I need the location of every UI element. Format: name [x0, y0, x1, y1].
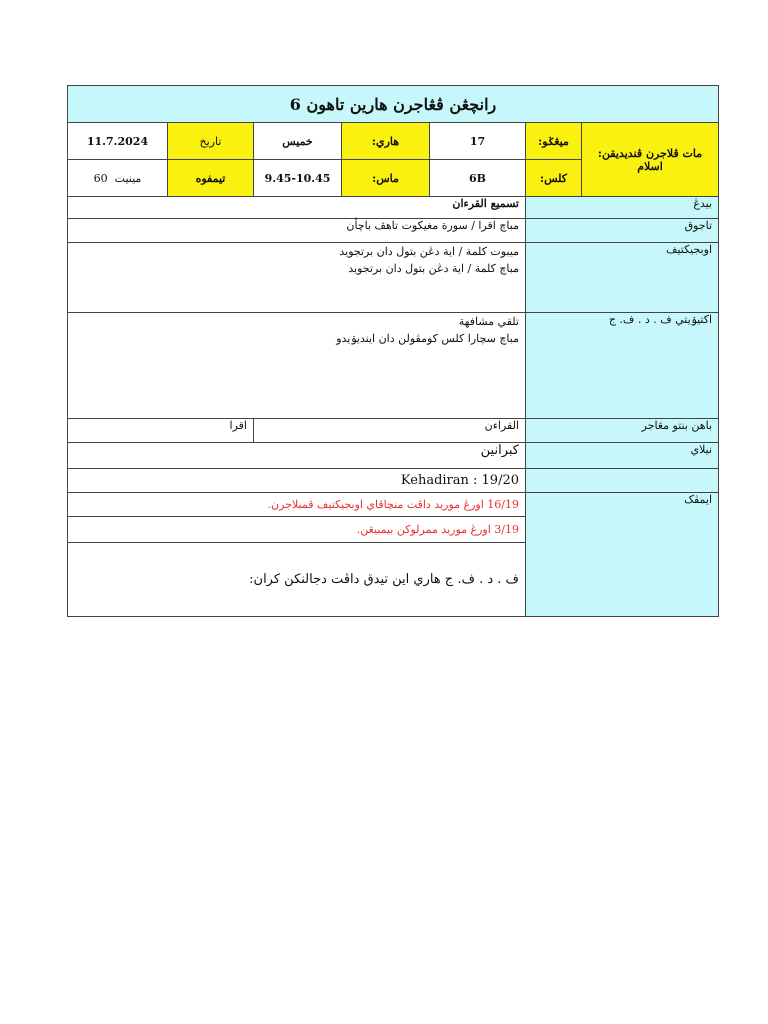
bbm-value-2: اقرا — [68, 419, 254, 443]
duration-cell — [68, 160, 168, 197]
aktiviti-label: اکتيۏيتي ف . د . ف. ج — [526, 313, 719, 419]
tajuk-value: مباچ اقرا / سورة مغيكوت تاهڤ باچأن — [68, 219, 526, 243]
bbm-label: باهن بنتو مڠاجر — [526, 419, 719, 443]
objektif-value — [68, 243, 526, 313]
duration-unit: مينيت — [114, 171, 142, 185]
day-value: خميس — [254, 123, 342, 160]
lesson-plan-sheet — [67, 85, 718, 617]
nilai-value: كبرانين — [68, 443, 526, 469]
kehadiran-text: Kehadiran : 19/20 — [400, 473, 519, 488]
subject-label: :مات ڤلاجرن ڤنديديقن اسلام — [582, 123, 719, 197]
aktiviti-line-2: مباچ سچارا كلس كومڤولن دان اينديۏيدو — [336, 332, 519, 345]
impak-line-3: ف . د . ف. ج هاري اين تيدق داڤت دجالنكن كران: — [68, 543, 526, 617]
kehadiran-label-cell — [526, 469, 719, 493]
nilai-label: نيلاي — [526, 443, 719, 469]
date-label: تاريخ — [168, 123, 254, 160]
bidang-label: بيدڠ — [526, 197, 719, 219]
time-value: 9.45-10.45 — [254, 160, 342, 197]
kehadiran-value — [68, 469, 526, 493]
class-label: :كلس — [526, 160, 582, 197]
theme-label: :ميڠݢو — [526, 123, 582, 160]
tajuk-label: تاجوق — [526, 219, 719, 243]
duration-label: تيمفوه — [168, 160, 254, 197]
time-label: :ماس — [342, 160, 430, 197]
objektif-line-1: ميبوت كلمة / اية دڠن بتول دان برتجويد — [339, 245, 519, 258]
date-value: 11.7.2024 — [68, 123, 168, 160]
class-value: 6B — [430, 160, 526, 197]
impak-line-2: 3/19 اورڠ موريد ممرلوكن بيمبيڠن. — [68, 517, 526, 543]
objektif-line-2: مباچ كلمة / اية دڠن بتول دان برتجويد — [348, 262, 519, 275]
day-label: :هاري — [342, 123, 430, 160]
objektif-label: اوبجيکتيف — [526, 243, 719, 313]
week-value: 17 — [430, 123, 526, 160]
page-title: رانچڠن ڤڠاجرن هارين تاهون 6 — [68, 86, 719, 123]
impak-label: ايمڤک — [526, 493, 719, 617]
bidang-value: تسميع القرءان — [68, 197, 526, 219]
bbm-value-1: القراءن — [254, 419, 526, 443]
aktiviti-line-1: تلقي مشافهة — [458, 315, 519, 328]
duration-value: 60 — [93, 171, 108, 185]
aktiviti-value — [68, 313, 526, 419]
lesson-plan-table — [67, 85, 719, 617]
impak-line-1: 16/19 اورڠ موريد داڤت منچاڤاي اوبجيکتيف ڤمبلاجرن. — [68, 493, 526, 517]
